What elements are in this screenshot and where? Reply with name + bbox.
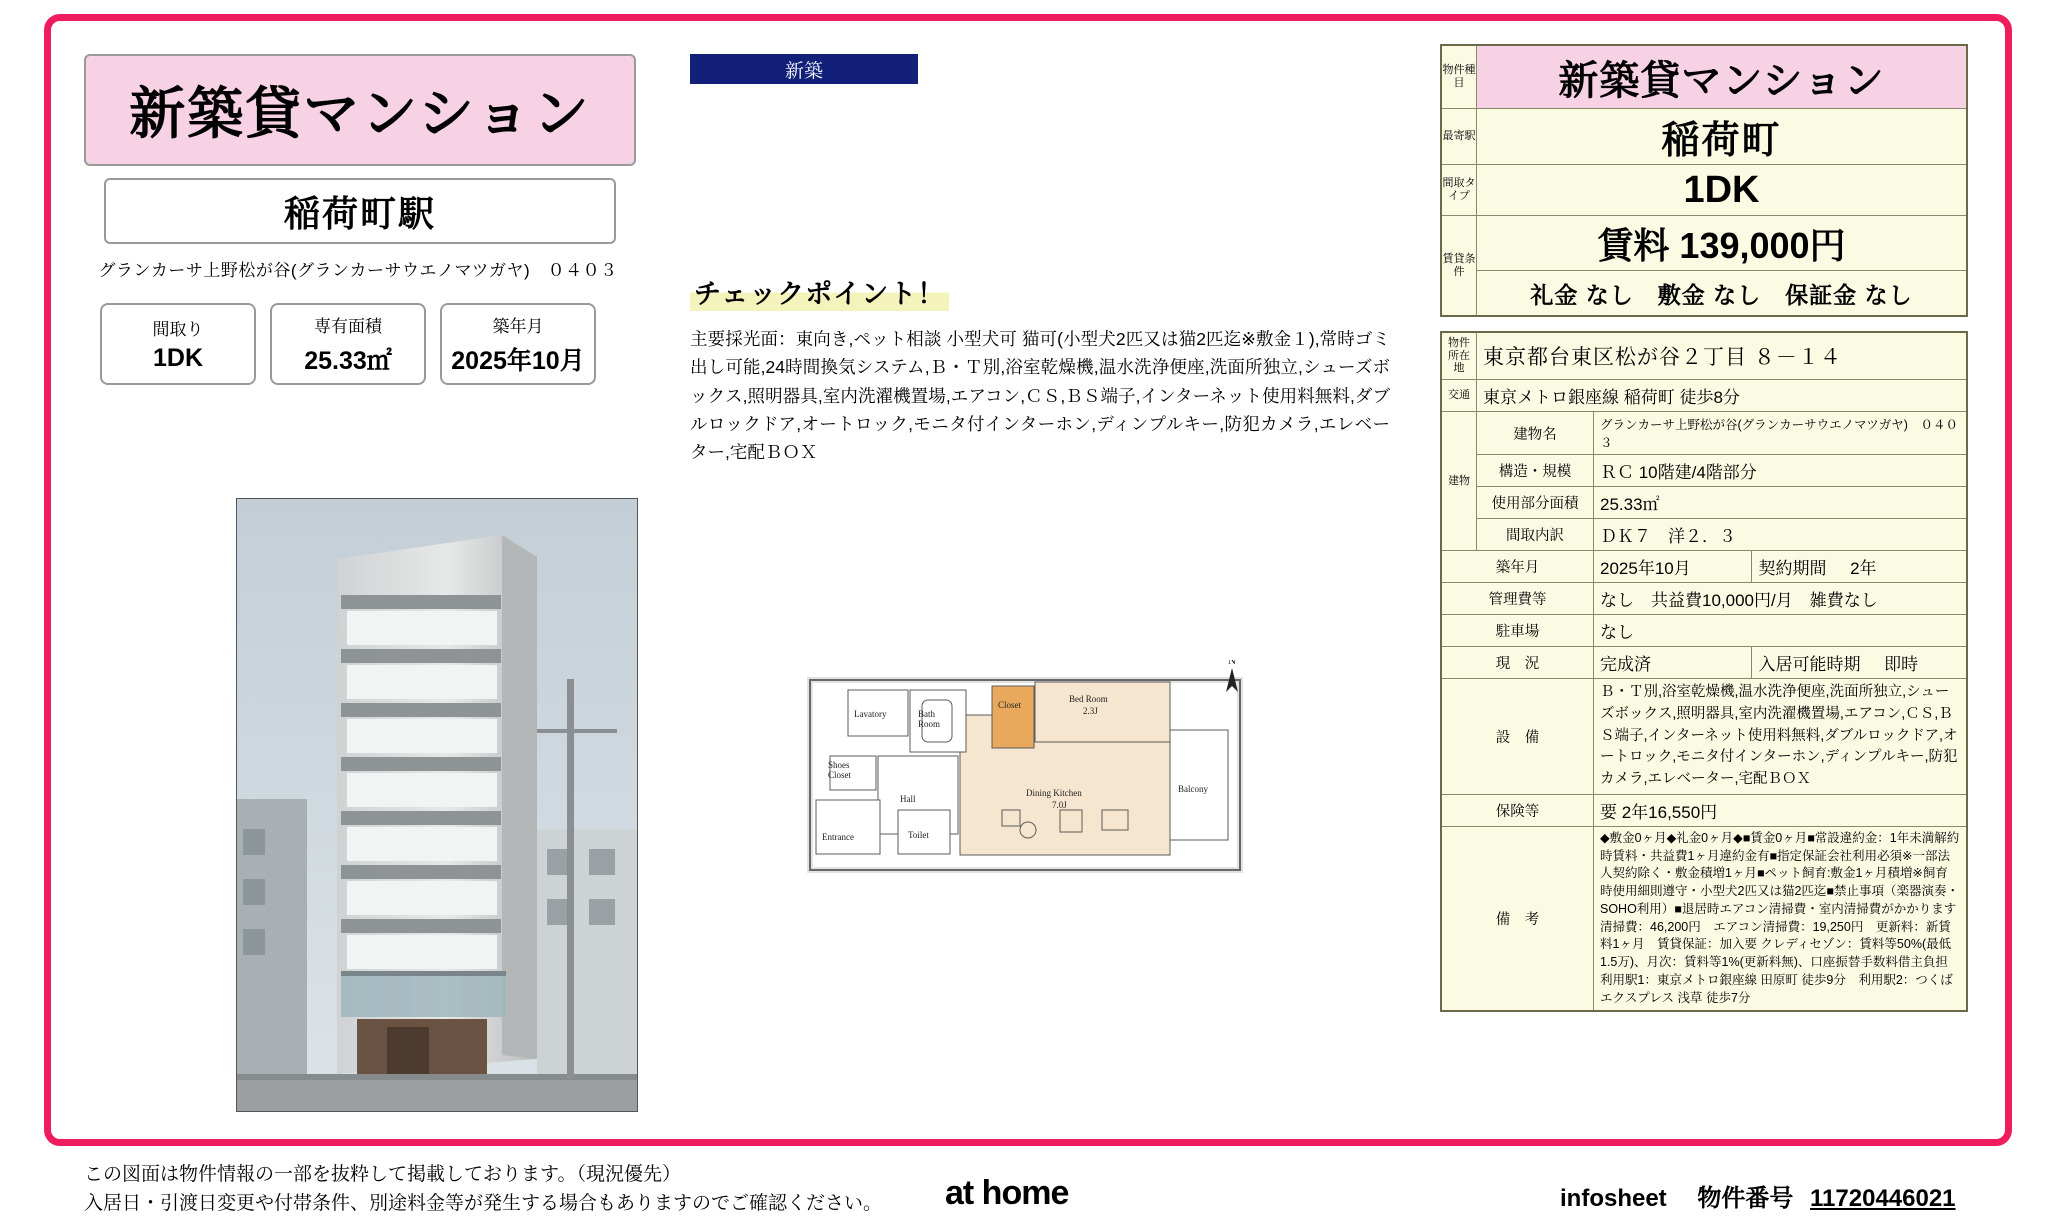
right-column	[1440, 44, 1968, 1012]
property-number: 11720446021	[1810, 1185, 1956, 1212]
spec-area-value: 25.33㎡	[304, 346, 392, 375]
summary-fees: 礼金 なし 敷金 なし 保証金 なし	[1477, 271, 1968, 317]
key-remarks: 備 考	[1441, 826, 1594, 1011]
spec-layout	[100, 303, 256, 385]
detail-row-insurance	[1441, 794, 1967, 826]
svg-text:Shoes: Shoes	[828, 760, 850, 770]
detail-row-structure	[1441, 455, 1967, 487]
value-structure: ＲＣ 10階建/4階部分	[1594, 455, 1968, 487]
spec-row	[84, 303, 644, 385]
athome-logo-text: at home	[945, 1174, 1069, 1212]
detail-row-area	[1441, 487, 1967, 519]
athome-logo	[945, 1174, 1068, 1213]
detail-row-status	[1441, 647, 1967, 679]
checkpoint-title: チェックポイント！	[690, 272, 949, 311]
summary-row-type	[1441, 165, 1967, 216]
detail-row-building-name	[1441, 412, 1967, 455]
checkpoint-body: 主要採光面：東向き,ペット相談 小型犬可 猫可(小型犬2匹又は猫2匹迄※敷金１),常時ゴミ出し可能,24時間換気システム,Ｂ・Ｔ別,浴室乾燥機,温水洗浄便座,洗面所独立,シューズボックス,照明器具,室内洗濯機置場,エアコン,ＣＳ,ＢＳ端子,インターネット使用料無料,ダブルロックドア,オートロック,モニタ付インターホン,ディンプルキー,防犯カメラ,エレベーター,宅配ＢＯＸ	[690, 329, 1390, 463]
svg-text:Balcony: Balcony	[1178, 784, 1208, 794]
footer-note-1: この図面は物件情報の一部を抜粋して掲載しております。（現況優先）	[84, 1164, 681, 1185]
svg-text:Bath: Bath	[918, 709, 935, 719]
building-name: グランカーサ上野松が谷(グランカーサウエノマツガヤ) ０４０３	[98, 261, 618, 280]
summary-station: 稲荷町	[1477, 109, 1968, 165]
svg-text:Closet: Closet	[828, 770, 852, 780]
station-name: 稲荷町駅	[283, 192, 436, 234]
summary-row-rent	[1441, 216, 1967, 271]
detail-row-remarks	[1441, 826, 1967, 1011]
spec-builtdate-label: 築年月	[492, 316, 544, 336]
footer-note-2: 入居日・引渡日変更や付帯条件、別途料金等が発生する場合もありますのでご確認ください。	[84, 1193, 883, 1215]
value-builtdate: 2025年10月	[1594, 551, 1752, 583]
detail-row-builtdate	[1441, 551, 1967, 583]
spec-area-label: 専有面積	[314, 316, 382, 336]
label-station: 最寄駅	[1441, 109, 1477, 165]
detail-address: 東京都台東区松が谷２丁目 ８－１４	[1477, 332, 1968, 380]
key-builtdate: 築年月	[1441, 551, 1594, 583]
spec-layout-value: 1DK	[152, 344, 203, 372]
spec-builtdate-value: 2025年10月	[451, 346, 585, 375]
detail-access: 東京メトロ銀座線 稲荷町 徒歩8分	[1477, 380, 1968, 412]
detail-row-rooms	[1441, 519, 1967, 551]
infosheet-block	[1560, 1178, 1956, 1213]
label-item: 物件種目	[1441, 45, 1477, 109]
property-title: 新築貸マンション	[129, 82, 591, 145]
spec-layout-label: 間取り	[152, 320, 204, 339]
key-status: 現 況	[1441, 647, 1594, 679]
moveintime-value: 即時	[1884, 655, 1919, 674]
summary-row-station	[1441, 109, 1967, 165]
new-build-tab-label: 新築	[784, 60, 823, 82]
key-building-name: 建物名	[1477, 412, 1594, 455]
summary-title: 新築貸マンション	[1477, 45, 1968, 109]
svg-text:Lavatory: Lavatory	[854, 709, 887, 719]
svg-text:Room: Room	[918, 719, 941, 729]
station-box	[104, 178, 616, 244]
detail-row-address	[1441, 332, 1967, 380]
spec-area	[270, 303, 426, 385]
svg-text:Dining Kitchen: Dining Kitchen	[1026, 788, 1082, 798]
key-moveintime: 入居可能時期	[1758, 655, 1861, 674]
building-photo	[236, 498, 638, 1112]
svg-text:Toilet: Toilet	[908, 830, 929, 840]
svg-text:Closet: Closet	[998, 700, 1022, 710]
floor-plan	[770, 660, 1270, 890]
key-structure: 構造・規模	[1477, 455, 1594, 487]
property-number-label: 物件番号	[1697, 1185, 1794, 1212]
label-terms: 賃貸条件	[1441, 216, 1477, 317]
detail-row-equipment	[1441, 679, 1967, 795]
value-equipment: Ｂ・Ｔ別,浴室乾燥機,温水洗浄便座,洗面所独立,シューズボックス,照明器具,室内洗濯機置場,エアコン,ＣＳ,ＢＳ端子,インターネット使用料無料,ダブルロックドア,オートロック,モニタ付インターホン,ディンプルキー,防犯カメラ,エレベーター,宅配ＢＯＸ	[1594, 679, 1968, 795]
summary-row-fees	[1441, 271, 1967, 317]
svg-text:7.0J: 7.0J	[1052, 800, 1067, 810]
left-column	[84, 54, 644, 385]
svg-text:2.3J: 2.3J	[1083, 706, 1098, 716]
value-mgmtfee: なし 共益費10,000円/月 雑費なし	[1594, 583, 1968, 615]
value-moveintime	[1752, 647, 1967, 679]
key-insurance: 保険等	[1441, 794, 1594, 826]
value-parking: なし	[1594, 615, 1968, 647]
detail-table	[1440, 331, 1968, 1012]
label-building: 建物	[1441, 412, 1477, 551]
summary-type: 1DK	[1477, 165, 1968, 216]
summary-rent: 賃料 139,000円	[1477, 216, 1968, 271]
value-status: 完成済	[1594, 647, 1752, 679]
key-mgmtfee: 管理費等	[1441, 583, 1594, 615]
value-area: 25.33㎡	[1594, 487, 1968, 519]
infosheet-label: infosheet	[1560, 1185, 1667, 1212]
value-contract-term	[1752, 551, 1967, 583]
key-parking: 駐車場	[1441, 615, 1594, 647]
label-type: 間取タイプ	[1441, 165, 1477, 216]
value-rooms: ＤＫ７ 洋２．３	[1594, 519, 1968, 551]
contract-term-value: 2年	[1850, 559, 1877, 578]
value-building-name: グランカーサ上野松が谷(グランカーサウエノマツガヤ) ０４０３	[1594, 412, 1968, 455]
detail-row-access	[1441, 380, 1967, 412]
spec-builtdate	[440, 303, 596, 385]
svg-text:Entrance: Entrance	[822, 832, 854, 842]
label-address: 物件所在地	[1441, 332, 1477, 380]
key-equipment: 設 備	[1441, 679, 1594, 795]
svg-text:Bed Room: Bed Room	[1069, 694, 1108, 704]
svg-text:N: N	[1228, 660, 1236, 667]
middle-column	[690, 54, 1390, 467]
value-remarks: ◆敷金0ヶ月◆礼金0ヶ月◆■賃金0ヶ月■常設違約金：1年未満解約時賃料・共益費1ヶ月違約金有■指定保証会社利用必須※一部法人契約除く・敷金積増1ヶ月■ペット飼育:敷金1ヶ月積増※飼育時使用細則遵守・小型犬2匹又は猫2匹迄■禁止事項（楽器演奏・SOHO利用）■退居時エアコン清掃費・室内清掃費がかかります 清掃費：46,200円 エアコン清掃費：19,250円 更新料：新賃料1ヶ月 賃貸保証：加入要 クレディセゾン：賃料等50%(最低1.5万)、月次：賃料等1%(更新料無)、口座振替手数料借主負担 利用駅1：東京メトロ銀座線 田原町 徒歩9分 利用駅2：つくばエクスプレス 浅草 徒歩7分	[1594, 826, 1968, 1011]
summary-table	[1440, 44, 1968, 317]
new-build-tab	[690, 54, 918, 84]
key-rooms: 間取内訳	[1477, 519, 1594, 551]
label-access: 交通	[1441, 380, 1477, 412]
value-insurance: 要 2年16,550円	[1594, 794, 1968, 826]
svg-text:Hall: Hall	[900, 794, 916, 804]
detail-row-mgmtfee	[1441, 583, 1967, 615]
property-title-box	[84, 54, 636, 166]
summary-row-title	[1441, 45, 1967, 109]
key-contract-term: 契約期間	[1758, 559, 1827, 578]
detail-row-parking	[1441, 615, 1967, 647]
key-area: 使用部分面積	[1477, 487, 1594, 519]
